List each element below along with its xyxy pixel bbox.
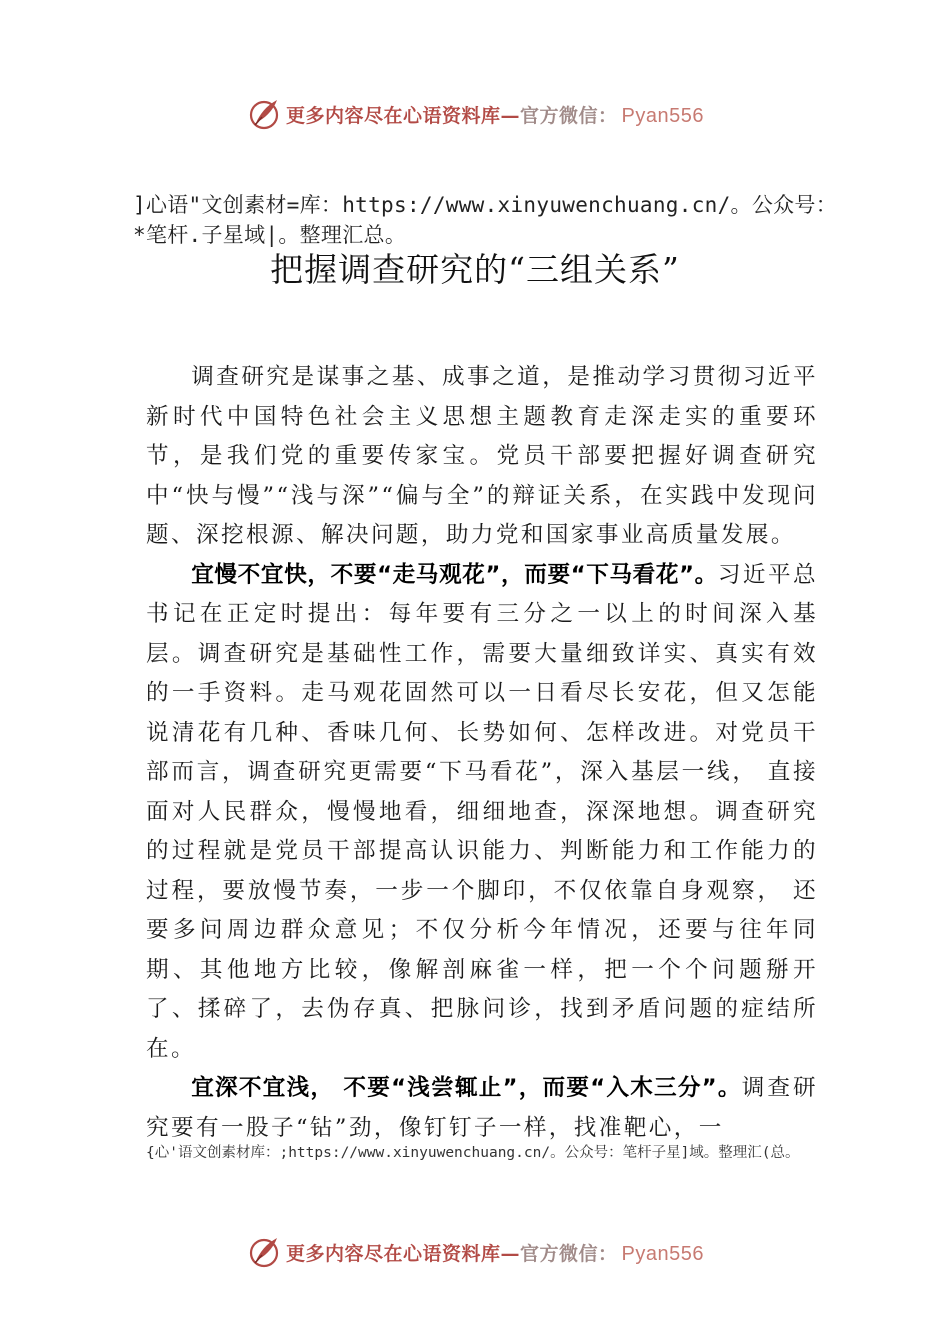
footer-banner: [0, 1232, 950, 1272]
paragraph-text: 调查研究是谋事之基、成事之道，是推动学习贯彻习近平新时代中国特色社会主义思想主题教育走深走实的重要环节，是我们党的重要传家宝。党员干部要把握好调查研究中“快与慢”“浅与深”“偏与全”的辩证关系，在实践中发现问题、深挖根源、解决问题，助力党和国家事业高质量发展。: [146, 364, 818, 548]
paragraph-deep-not-shallow: [146, 1069, 818, 1148]
banner-main-text: 更多内容尽在心语资料库: [285, 104, 501, 127]
banner-text: [286, 101, 704, 128]
feather-pen-logo-icon: [246, 1234, 282, 1270]
banner-wechat-label: 官方微信: [520, 1242, 599, 1265]
banner-wechat-id: Pyan556: [621, 1242, 704, 1265]
paragraph-text: 习近平总书记在正定时提出：每年要有三分之一以上的时间深入基层。调查研究是基础性工作，需要大量细致详实、真实有效的一手资料。走马观花固然可以一日看尽长安花，但又怎能说清花有几种、香味几何、长势如何、怎样改进。对党员干部而言，调查研究更需要“下马看花”，深入基层一线， 直接面对人民群众，慢慢地看，细细地查，深深地想。调查研究的过程就是党员干部提高认识能力、判断能力和工作能力的过程，要放慢节奏，一步一个脚印，不仅依靠自身观察， 还要多问周边群众意见；不仅分析今年情况，还要与往年同期、其他地方比较，像解剖麻雀一样，把一个个问题掰开了、揉碎了，去伪存真、把脉问诊，找到矛盾问题的症结所在。: [146, 561, 818, 1062]
paragraph-slow-not-fast: [146, 556, 818, 1070]
feather-pen-logo-icon: [246, 96, 282, 132]
banner-dash: —: [500, 104, 520, 127]
banner-main-text: 更多内容尽在心语资料库: [285, 1242, 501, 1265]
header-banner: [0, 94, 950, 134]
banner-dash: —: [500, 1242, 520, 1265]
banner-separator: ：: [598, 1242, 618, 1265]
banner-text: [286, 1239, 704, 1266]
paragraph-lead: 宜慢不宜快，不要“走马观花”，而要“下马看花”。: [191, 561, 718, 588]
source-notice-top: ]心语"文创素材=库：https://www.xinyuwenchuang.cn/。公众号：*笔杆.子星域|。整理汇总。: [133, 193, 838, 247]
paragraph-lead: 宜深不宜浅， 不要“浅尝辄止”，而要“入木三分”。: [191, 1075, 742, 1101]
page-title: 把握调查研究的“三组关系”: [270, 250, 680, 289]
paragraph-text: 调查研究要有一股子“钻”劲，像钉钉子一样，找准靶心，一: [146, 1075, 818, 1141]
banner-wechat-id: Pyan556: [621, 104, 704, 127]
paragraph-intro: [146, 358, 818, 556]
source-notice-bottom: {心'语文创素材库：;https://www.xinyuwenchuang.cn/。公众号：笔杆子星]域。整理汇(总。: [146, 1145, 800, 1161]
banner-wechat-label: 官方微信: [520, 104, 599, 127]
article-body: [146, 358, 818, 1148]
banner-separator: ：: [598, 104, 618, 127]
